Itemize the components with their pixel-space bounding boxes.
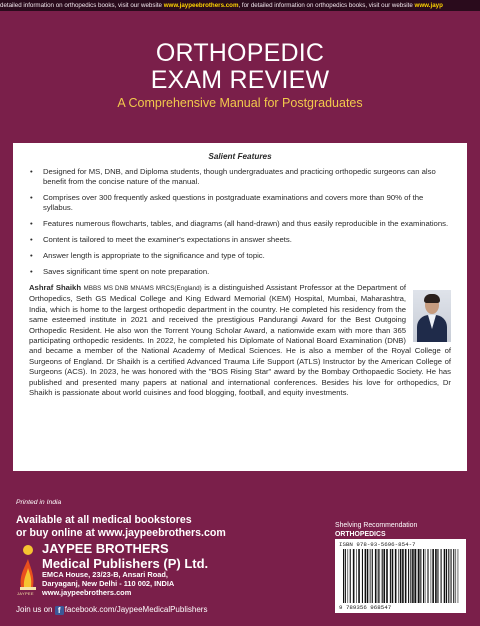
author-photo bbox=[413, 290, 451, 342]
publisher-name-line2: Medical Publishers (P) Ltd. bbox=[42, 556, 209, 571]
author-qualifications: MBBS MS DNB MNAMS MRCS(England) bbox=[83, 285, 202, 292]
ticker-text: detailed information on orthopedics books, visit our website bbox=[0, 2, 164, 9]
bullet-icon: • bbox=[30, 235, 33, 244]
book-title-line1: ORTHOPEDIC bbox=[155, 39, 325, 67]
isbn-barcode bbox=[335, 539, 466, 613]
logo-wordmark: JAYPEE bbox=[17, 591, 34, 596]
facebook-icon: f bbox=[55, 606, 64, 615]
feature-item bbox=[29, 235, 451, 245]
barcode-icon bbox=[341, 549, 460, 603]
book-subtitle: A Comprehensive Manual for Postgraduates bbox=[117, 96, 363, 110]
title-block bbox=[0, 40, 480, 110]
ticker-website-link[interactable]: www.jayp bbox=[414, 2, 443, 9]
feature-text: Answer length is appropriate to the significance and type of topic. bbox=[43, 251, 265, 260]
book-title-line2: EXAM REVIEW bbox=[150, 66, 330, 94]
bullet-icon: • bbox=[30, 219, 33, 228]
bullet-icon: • bbox=[30, 267, 33, 276]
feature-item bbox=[29, 167, 451, 187]
top-ticker bbox=[0, 0, 480, 11]
author-name: Ashraf Shaikh bbox=[29, 283, 82, 292]
feature-text: Designed for MS, DNB, and Diploma students, though undergraduates and practicing orthopedic surgeons can also benefit from the concise nature of the manual. bbox=[43, 167, 436, 186]
ticker-text: , for detailed information on orthopedics books, visit our website bbox=[238, 2, 415, 9]
publisher-website: www.jaypeebrothers.com bbox=[42, 587, 132, 597]
feature-item bbox=[29, 251, 451, 261]
ticker-website-link[interactable]: www.jaypeebrothers.com bbox=[163, 2, 239, 9]
feature-text: Features numerous flowcharts, tables, and diagrams (all hand-drawn) and thus easily reproducible in the examinations. bbox=[43, 219, 449, 228]
info-panel bbox=[13, 143, 467, 471]
feature-text: Comprises over 300 frequently asked questions in postgraduate examinations and covers more than 90% of the syllabus. bbox=[43, 193, 424, 212]
salient-features-heading: Salient Features bbox=[208, 152, 272, 161]
feature-item bbox=[29, 267, 451, 277]
features-list bbox=[29, 167, 451, 277]
isbn-number: ISBN 978-93-5696-854-7 bbox=[339, 541, 416, 548]
social-prefix: Join us on bbox=[16, 605, 55, 614]
facebook-link: facebook.com/JaypeeMedicalPublishers bbox=[64, 605, 208, 614]
shelving-category: ORTHOPEDICS bbox=[335, 530, 386, 538]
publisher-block bbox=[17, 541, 317, 601]
shelving-label: Shelving Recommendation bbox=[335, 522, 418, 529]
bullet-icon: • bbox=[30, 193, 33, 202]
social-line bbox=[16, 605, 207, 615]
shelving-recommendation bbox=[335, 522, 417, 539]
printed-in-text: Printed in India bbox=[16, 499, 62, 506]
availability-line2: or buy online at www.jaypeebrothers.com bbox=[16, 526, 226, 539]
address-line1: EMCA House, 23/23-B, Ansari Road, bbox=[42, 570, 168, 579]
author-bio-text: is a distinguished Assistant Professor at the Department of Orthopedics, Seth GS Medical College and King Edward Memorial (KEM) Hospital, Mumbai, Maharashtra, India, which is home to the largest orthopedic department in the country. He completed his residency from the same esteemed institute in 2021 and received the prestigious Pandurangi Award for the Best Outgoing Orthopedic Resident. He also won the Torrent Young Scholar Award, a nationwide exam with more than 365 participating orthopedic residents. In 2022, he completed his Diplomate of National Board Examination (DNB) and became a member of the National Academy of Medical Sciences. He is also a member of the Royal College of Surgeons of England. Dr Shaikh is a certified Advanced Trauma Life Support (ATLS) Instructor by the American College of Surgeons (ACS). In 2023, he was honored with the "BOS Rising Star" award by the Bombay Orthopaedic Society. He has published and presented many papers at national and international conferences. Besides his love for orthopedics, Dr Shaikh is passionate about world cuisines and food blogging, football, and equity investments. bbox=[29, 283, 451, 398]
publisher-name bbox=[42, 541, 208, 571]
availability-text bbox=[16, 514, 226, 539]
bullet-icon: • bbox=[30, 167, 33, 176]
author-bio bbox=[29, 283, 451, 398]
address-line2: Daryaganj, New Delhi - 110 002, INDIA bbox=[42, 578, 175, 588]
publisher-address bbox=[42, 571, 174, 597]
publisher-name-line1: JAYPEE BROTHERS bbox=[42, 541, 169, 556]
availability-line1: Available at all medical bookstores bbox=[16, 514, 192, 526]
bullet-icon: • bbox=[30, 251, 33, 260]
feature-text: Saves significant time spent on note preparation. bbox=[43, 267, 210, 276]
barcode-digits: 9 789356 968547 bbox=[339, 604, 392, 611]
feature-item bbox=[29, 193, 451, 213]
feature-text: Content is tailored to meet the examiner's expectations in answer sheets. bbox=[43, 235, 292, 244]
feature-item bbox=[29, 219, 451, 229]
